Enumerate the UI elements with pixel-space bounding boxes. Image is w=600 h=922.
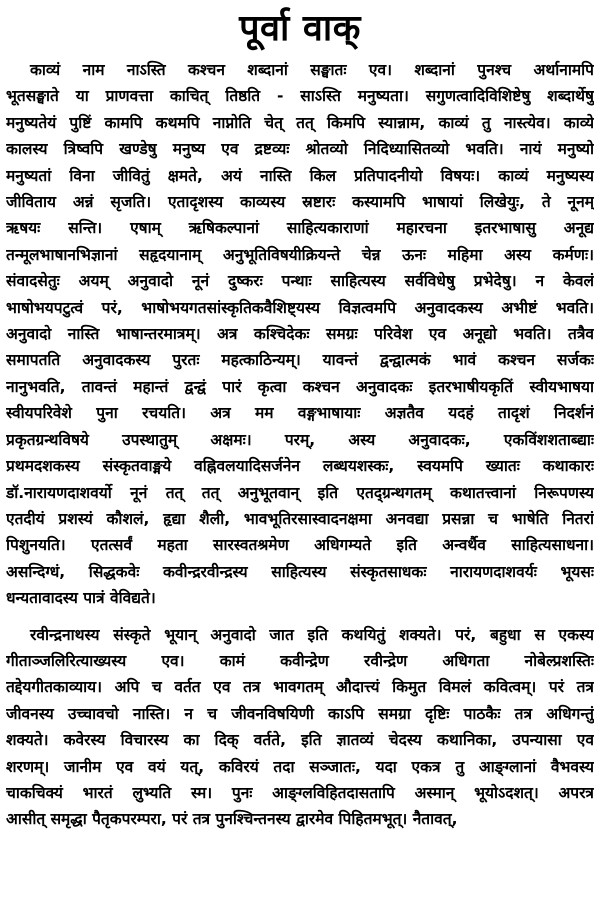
text-line: प्रकृतग्रन्थविषये उपस्थातुम् अक्षमः। परम्, अस्य अनुवादकः, एकविंशशताब्द्याः — [6, 430, 594, 449]
text-line: असन्दिग्धं, सिद्धकवेः कवीन्द्ररवीन्द्रस्य साहित्यस्य संस्कृतसाधकः नारायणदाशवर्यः भूयसः — [6, 562, 594, 581]
text-line: प्रथमदशकस्य संस्कृतवाङ्मये वह्निवलयादिसर्जनेन लब्धयशस्कः, स्वयमपि ख्यातः कथाकारः — [6, 457, 594, 476]
text-line: कालस्य त्रिष्वपि खण्डेषु मनुष्य एव द्रष्टव्यः श्रोतव्यो निदिध्यासितव्यो भवति। नायं मनुष्यो — [6, 140, 594, 159]
text-line: अनुवादो नास्ति भाषान्तरमात्रम्। अत्र कश्चिदेकः समग्रः परिवेश एव अनूद्यो भवति। तत्रैव — [6, 325, 594, 344]
page-title: पूर्वा वाक् — [239, 8, 361, 49]
text-line: चाकचिक्यं भारतं लुभ्यति स्म। पुनः आङ्ग्लविहितदासतापि अस्मान् भूयोऽदशत्। अपरत्र — [6, 783, 594, 802]
text-line: पिशुनयति। एतत्सर्वं महता सारस्वतश्रमेण अधिगम्यते इति अन्वर्थैव साहित्यसाधना। — [6, 536, 594, 555]
text-line: आसीत् समृद्धा पैतृकपरम्परा, परं तत्र पुनश्चिन्तनस्य द्वारमेव पिहितमभूत्। नैतावत्, — [6, 810, 458, 829]
text-line: मनुष्यतेयं पुष्टिं कामपि कथमपि नाप्नोति चेत् तत् किमपि स्यान्नाम, काव्यं तु नास्त्येव। काव्ये — [6, 113, 594, 132]
text-line: संवादसेतुः अयम् अनुवादो नूनं दुष्करः पन्थाः साहित्यस्य सर्वविधेषु प्रभेदेषु। न केवलं — [6, 272, 594, 291]
paragraph-2 — [6, 622, 594, 833]
text-line: मनुष्यतां विना जीवितुं क्षमते, अयं नास्ति किल प्रतिपादनीयो विषयः। काव्यं मनुष्यस्य — [6, 166, 594, 185]
paragraph-gap — [6, 612, 594, 622]
text-line: गीताञ्जलिरित्याख्यस्य एव। कामं कवीन्द्रेण रवीन्द्रेण अधिगता नोबेल्प्रशस्तिः — [6, 651, 594, 670]
text-line: शरणम्। जानीम एव वयं यत्, कविरयं तदा सञ्जातः, यदा एकत्र तु आङ्ग्लानां वैभवस्य — [6, 757, 594, 776]
text-line: जीवनस्य उच्चावचो नास्ति। न च जीवनविषयिणी काऽपि समग्रा दृष्टिः पाठकैः तत्र अधिगन्तुं — [6, 704, 594, 723]
text-line: भूतसङ्घाते या प्राणवत्ता काचित् तिष्ठति - साऽस्ति मनुष्यता। सगुणत्वादिविशिष्टेषु शब्दार्थेषु — [6, 87, 594, 106]
text-line: तन्मूलभाषानभिज्ञानां सहृदयानाम् अनुभूतिविषयीक्रियन्ते चेन्न ऊनः महिमा अस्य कर्मणः। — [6, 245, 594, 264]
text-line: रवीन्द्रनाथस्य संस्कृते भूयान् अनुवादो जात इति कथयितुं शक्यते। परं, बहुधा स एकस्य — [30, 625, 594, 644]
paragraph-1 — [6, 57, 594, 612]
text-line: नानुभवति, तावन्तं महान्तं द्वन्द्वं पारं कृत्वा कश्चन अनुवादकः इतरभाषीयकृतिं स्वीयभाषया — [6, 377, 594, 396]
text-line: तद्देयगीतकाव्याय। अपि च वर्तत एव तत्र भावगतम् औदात्त्यं किमुत विमलं कवित्वम्। परं तत्र — [6, 678, 594, 697]
text-line: जीविताय अन्नं सृजति। एतादृशस्य काव्यस्य स्रष्टारः कस्यामपि भाषायां लिखेयुः, ते नूनम् — [6, 193, 594, 212]
text-line: शक्यते। कवेरस्य विचारस्य का दिक् वर्तते, इति ज्ञातव्यं चेदस्य कथानिका, उपन्यासा एव — [6, 731, 594, 750]
text-line: भाषोभयपटुत्वं परं, भाषोभयगतसांस्कृतिकवैशिष्ट्यस्य विज्ञत्वमपि अनुवादकस्य अभीष्टं भवति। — [6, 298, 594, 317]
text-line: एतदीयं प्रशस्यं कौशलं, हृद्या शैली, भावभूतिरसास्वादनक्षमा अनवद्या प्रसन्ना च भाषेति नितरां — [6, 509, 594, 528]
text-line: स्वीयपरिवेशे पुना रचयति। अत्र मम वङ्गभाषायाः अज्ञतैव यदहं तादृशं निदर्शनं — [6, 404, 594, 423]
text-line: समापतति अनुवादकस्य पुरतः महत्काठिन्यम्। यावन्तं द्वन्द्वात्मकं भावं कश्चन सर्जकः — [6, 351, 594, 370]
text-line: डॉ.नारायणदाशवर्यो नूनं तत् तत् अनुभूतवान् इति एतद्ग्रन्थगतम् कथातत्त्वानां निरूपणस्य — [6, 483, 594, 502]
text-line: धन्यतावादस्य पात्रं वेविद्यते। — [6, 589, 156, 608]
text-line: काव्यं नाम नाऽस्ति कश्चन शब्दानां सङ्घातः एव। शब्दानां पुनश्च अर्थानामपि — [30, 61, 594, 79]
text-line: ऋषयः सन्ति। एषाम् ऋषिकल्पानां साहित्यकाराणां महारचना इतरभाषासु अनूद्य — [6, 219, 594, 238]
